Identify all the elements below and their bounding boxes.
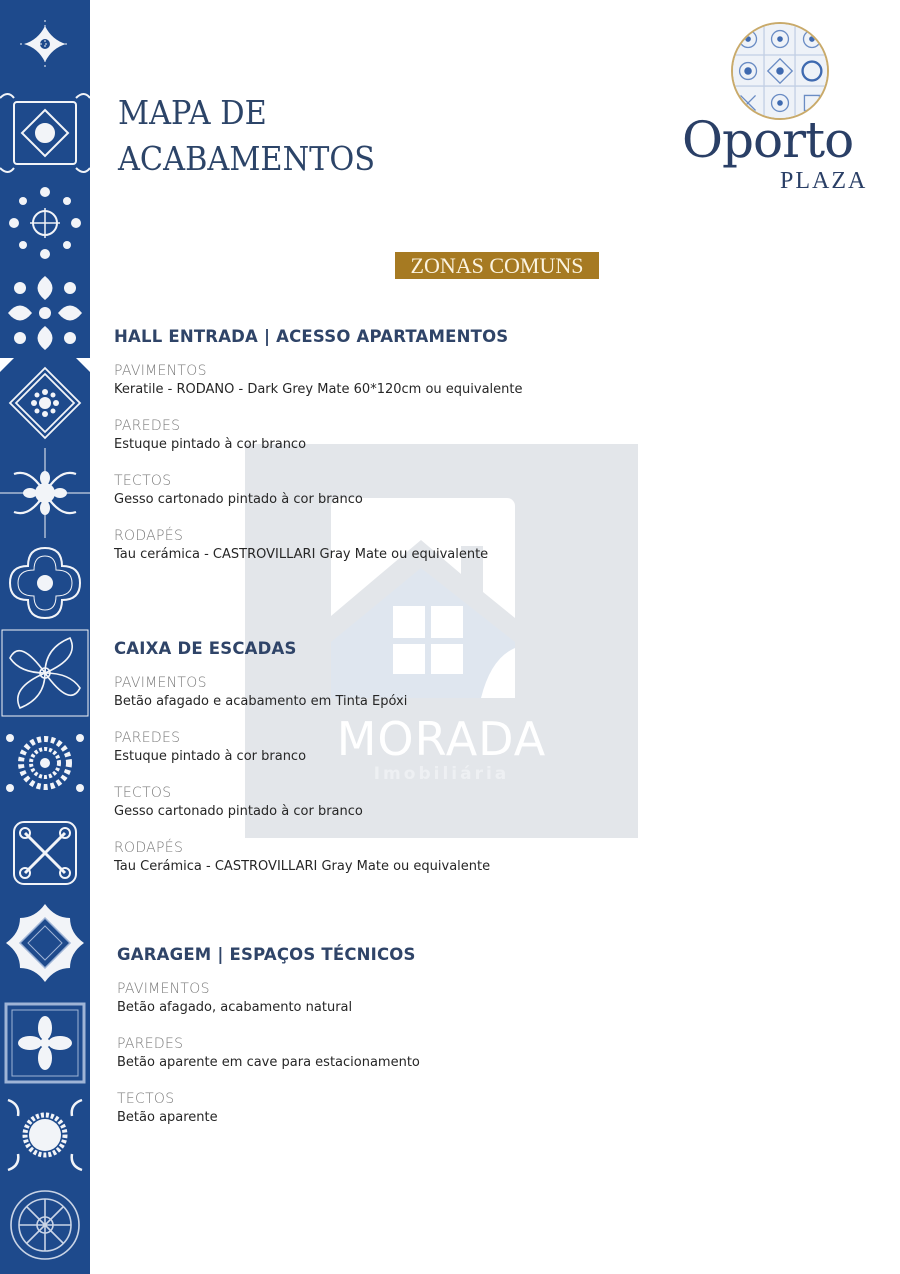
section-garagem	[117, 944, 677, 1145]
finish-item	[114, 784, 674, 821]
finish-value: Gesso cartonado pintado à cor branco	[114, 492, 363, 507]
brand-logo	[676, 22, 886, 202]
finish-label: TECTOS	[114, 473, 172, 489]
section-caixa-escadas	[114, 638, 674, 894]
azulejo-medallion-icon	[731, 22, 829, 120]
logo-subtitle: PLAZA	[780, 168, 868, 194]
finish-label: PAVIMENTOS	[114, 363, 207, 379]
finish-value: Betão afagado, acabamento natural	[117, 1000, 353, 1015]
section-hall-entrada	[114, 326, 674, 582]
finish-item	[114, 362, 674, 399]
section-title: HALL ENTRADA | ACESSO APARTAMENTOS	[114, 327, 509, 346]
finish-label: PAREDES	[114, 730, 181, 746]
finish-item	[117, 1090, 677, 1127]
finish-label: PAREDES	[114, 418, 181, 434]
finish-value: Tau Cerámica - CASTROVILLARI Gray Mate ou equivalente	[114, 859, 491, 874]
finish-value: Betão aparente em cave para estacionamento	[117, 1055, 420, 1070]
finish-item	[114, 527, 674, 564]
finish-label: TECTOS	[117, 1091, 175, 1107]
finish-item	[117, 980, 677, 1017]
finish-item	[114, 674, 674, 711]
section-title: CAIXA DE ESCADAS	[114, 639, 297, 658]
finish-value: Gesso cartonado pintado à cor branco	[114, 804, 363, 819]
finish-label: TECTOS	[114, 785, 172, 801]
finish-value: Tau cerámica - CASTROVILLARI Gray Mate ou equivalente	[114, 547, 489, 562]
finish-value: Betão afagado e acabamento em Tinta Epóxi	[114, 694, 408, 709]
finish-item	[114, 417, 674, 454]
logo-wordmark: Oporto	[682, 111, 854, 169]
page-title-line2: ACABAMENTOS	[118, 139, 376, 178]
watermark-subtitle: Imobiliária	[373, 764, 510, 784]
finish-label: RODAPÉS	[114, 840, 184, 856]
page-title-line1: MAPA DE	[118, 93, 267, 132]
zone-badge: ZONAS COMUNS	[395, 252, 599, 279]
finish-label: PAVIMENTOS	[117, 981, 210, 997]
finish-item	[114, 472, 674, 509]
finish-item	[117, 1035, 677, 1072]
finish-item	[114, 839, 674, 876]
finish-value: Estuque pintado à cor branco	[114, 749, 307, 764]
finish-label: PAVIMENTOS	[114, 675, 207, 691]
page-title	[118, 90, 375, 182]
finish-label: PAREDES	[117, 1036, 184, 1052]
finish-label: RODAPÉS	[114, 528, 184, 544]
finish-item	[114, 729, 674, 766]
section-title: GARAGEM | ESPAÇOS TÉCNICOS	[117, 945, 416, 964]
finish-value: Estuque pintado à cor branco	[114, 437, 307, 452]
finish-value: Keratile - RODANO - Dark Grey Mate 60*120cm ou equivalente	[114, 382, 523, 397]
watermark-brand: MORADA	[336, 712, 547, 766]
finish-value: Betão aparente	[117, 1110, 218, 1125]
